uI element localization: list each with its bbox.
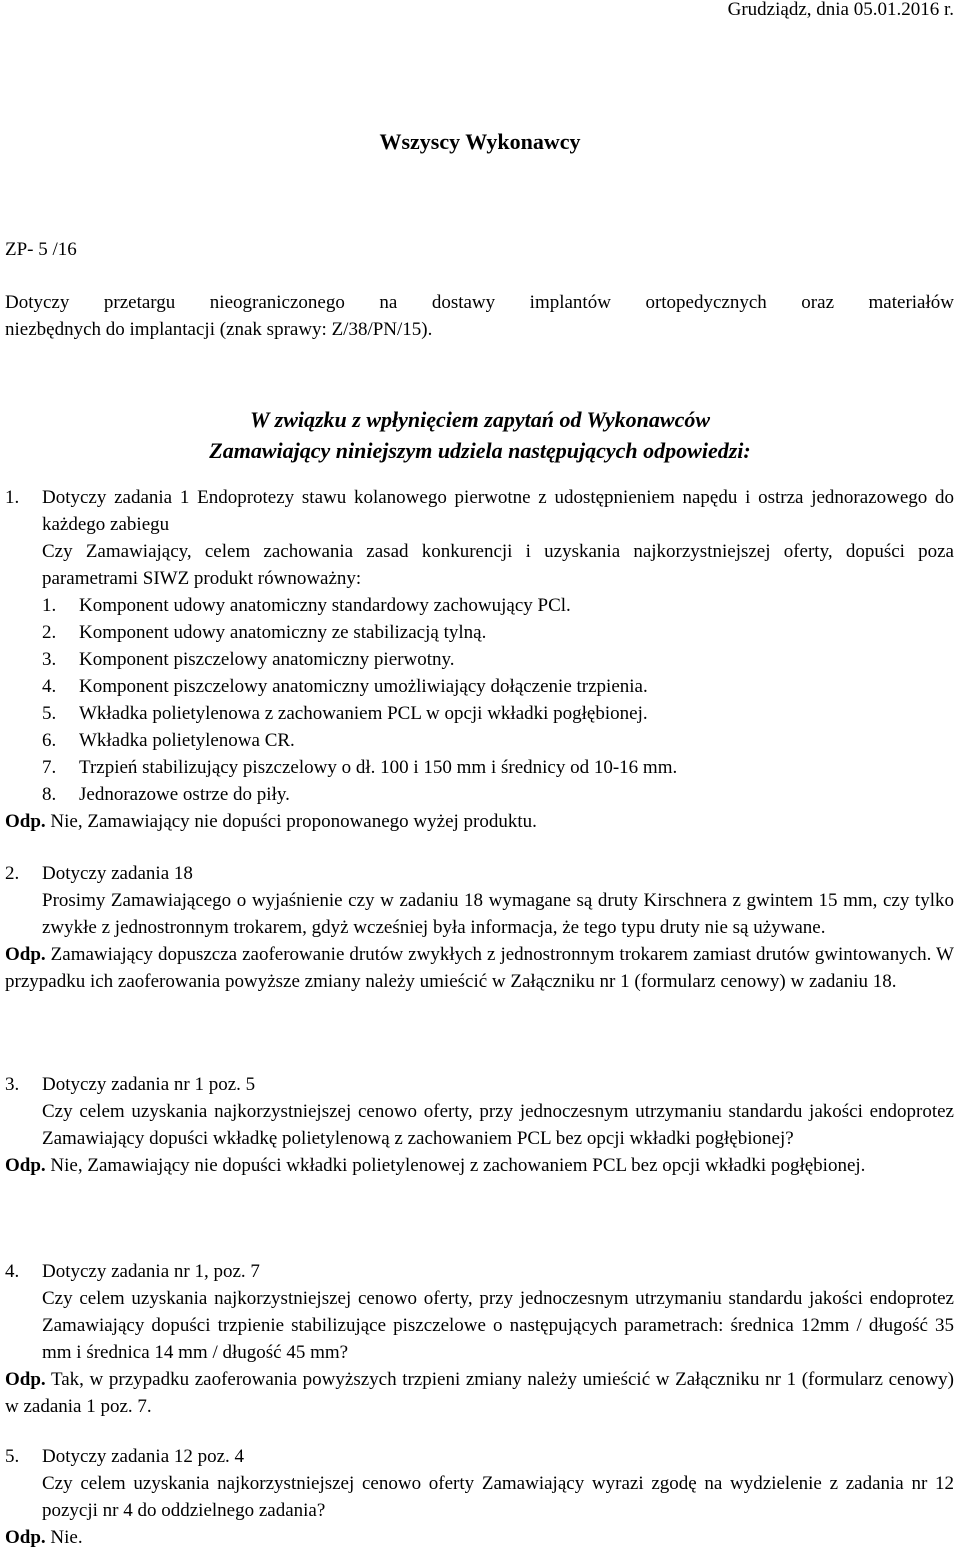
question-1-item-list	[5, 592, 954, 808]
answer-3-label: Odp.	[5, 1155, 46, 1176]
question-2-number: 2.	[5, 863, 20, 884]
answer-2-label: Odp.	[5, 944, 46, 965]
question-1-header	[5, 484, 954, 538]
question-2	[5, 860, 954, 995]
answer-1-label: Odp.	[5, 811, 46, 832]
list-item-text: Jednorazowe ostrze do piły.	[79, 784, 290, 805]
list-item	[42, 754, 954, 781]
list-item	[42, 700, 954, 727]
intro-line-1: W związku z wpłynięciem zapytań od Wykonawców	[249, 407, 711, 432]
question-2-title: Dotyczy zadania 18	[42, 863, 193, 884]
answer-5	[5, 1524, 954, 1551]
question-3-number: 3.	[5, 1074, 20, 1095]
answer-2-text: Zamawiający dopuszcza zaoferowanie drutów zwykłych z jednostronnym trokarem zamiast drutów gwintowanych. W przypadku ich zaoferowania powyższe zmiany należy umieścić w Załączniku nr 1 (formularz cenowy) w zadaniu 18.	[5, 944, 954, 992]
list-item-text: Komponent piszczelowy anatomiczny umożliwiający dołączenie trzpienia.	[79, 676, 648, 697]
question-5-header	[5, 1443, 954, 1470]
answer-2	[5, 941, 954, 995]
subject-line-1: Dotyczy przetargu nieograniczonego na dostawy implantów ortopedycznych oraz materiałów	[5, 292, 954, 313]
question-5-number: 5.	[5, 1446, 20, 1467]
list-item-number: 1.	[42, 595, 57, 616]
answer-4	[5, 1366, 954, 1420]
list-item-number: 3.	[42, 649, 57, 670]
question-4-title: Dotyczy zadania nr 1, poz. 7	[42, 1261, 260, 1282]
question-1-number: 1.	[5, 487, 20, 508]
question-4-number: 4.	[5, 1261, 20, 1282]
case-number: ZP- 5 /16	[5, 239, 77, 260]
question-4-text: Czy celem uzyskania najkorzystniejszej cenowo oferty, przy jednoczesnym utrzymaniu standardu jakości endoprotez Zamawiający dopuści trzpienie stabilizujące piszczelowe o następujących parametrach: średnica 12mm / długość 35 mm i średnica 14 mm / długość 45 mm?	[42, 1288, 954, 1363]
list-item	[42, 673, 954, 700]
question-2-header	[5, 860, 954, 887]
subject-paragraph	[5, 289, 954, 343]
recipients-heading: Wszyscy Wykonawcy	[379, 129, 581, 154]
list-item	[42, 727, 954, 754]
question-4	[5, 1258, 954, 1420]
question-5	[5, 1443, 954, 1551]
question-5-title: Dotyczy zadania 12 poz. 4	[42, 1446, 245, 1467]
question-3-title: Dotyczy zadania nr 1 poz. 5	[42, 1074, 256, 1095]
answer-5-text: Nie.	[45, 1527, 83, 1548]
answer-3	[5, 1152, 954, 1179]
list-item-number: 4.	[42, 676, 57, 697]
question-3-text: Czy celem uzyskania najkorzystniejszej cenowo oferty, przy jednoczesnym utrzymaniu standardu jakości endoprotez Zamawiający dopuści wkładkę polietylenową z zachowaniem PCL bez opcji wkładki pogłębionej?	[42, 1101, 954, 1149]
question-2-text: Prosimy Zamawiającego o wyjaśnienie czy w zadaniu 18 wymagane są druty Kirschnera z gwintem 15 mm, czy tylko zwykłe z jednostronnym trokarem, gdyż wcześniej była informacja, że tego typu druty nie są używane.	[42, 890, 954, 938]
intro-line-2: Zamawiający niniejszym udziela następujących odpowiedzi:	[209, 438, 751, 463]
answer-4-text: Tak, w przypadku zaoferowania powyższych trzpieni zmiany należy umieścić w Załączniku nr 1 (formularz cenowy) w zadania 1 poz. 7.	[5, 1369, 954, 1417]
list-item-text: Komponent udowy anatomiczny standardowy zachowujący PCl.	[79, 595, 571, 616]
list-item-number: 8.	[42, 784, 57, 805]
list-item-text: Trzpień stabilizujący piszczelowy o dł. 100 i 150 mm i średnicy od 10-16 mm.	[79, 757, 678, 778]
document-date: Grudziądz, dnia 05.01.2016 r.	[727, 0, 954, 20]
question-4-header	[5, 1258, 954, 1285]
answer-4-label: Odp.	[5, 1369, 46, 1390]
answer-1	[5, 808, 954, 835]
answer-1-text: Nie, Zamawiający nie dopuści proponowanego wyżej produktu.	[45, 811, 537, 832]
subject-line-2: niezbędnych do implantacji (znak sprawy: Z/38/PN/15).	[5, 319, 433, 340]
list-item-number: 2.	[42, 622, 57, 643]
list-item-text: Wkładka polietylenowa CR.	[79, 730, 295, 751]
answer-5-label: Odp.	[5, 1527, 46, 1548]
list-item	[42, 646, 954, 673]
list-item-text: Komponent udowy anatomiczny ze stabilizacją tylną.	[79, 622, 487, 643]
question-3-header	[5, 1071, 954, 1098]
question-5-text: Czy celem uzyskania najkorzystniejszej cenowo oferty Zamawiający wyrazi zgodę na wydzielenie z zadania nr 12 pozycji nr 4 do oddzielnego zadania?	[42, 1473, 954, 1521]
list-item	[42, 781, 954, 808]
list-item	[42, 619, 954, 646]
list-item-text: Wkładka polietylenowa z zachowaniem PCL w opcji wkładki pogłębionej.	[79, 703, 648, 724]
question-3	[5, 1071, 954, 1179]
intro-heading	[0, 404, 960, 466]
list-item-number: 7.	[42, 757, 57, 778]
list-item-text: Komponent piszczelowy anatomiczny pierwotny.	[79, 649, 455, 670]
question-1-text: Czy Zamawiający, celem zachowania zasad konkurencji i uzyskania najkorzystniejszej oferty, dopuści poza parametrami SIWZ produkt równoważny:	[42, 541, 954, 589]
question-1	[5, 484, 954, 835]
list-item-number: 5.	[42, 703, 57, 724]
list-item	[42, 592, 954, 619]
question-1-title: Dotyczy zadania 1 Endoprotezy stawu kolanowego pierwotne z udostępnieniem napędu i ostrza jednorazowego do każdego zabiegu	[42, 487, 954, 535]
list-item-number: 6.	[42, 730, 57, 751]
answer-3-text: Nie, Zamawiający nie dopuści wkładki polietylenowej z zachowaniem PCL bez opcji wkładki pogłębionej.	[45, 1155, 866, 1176]
